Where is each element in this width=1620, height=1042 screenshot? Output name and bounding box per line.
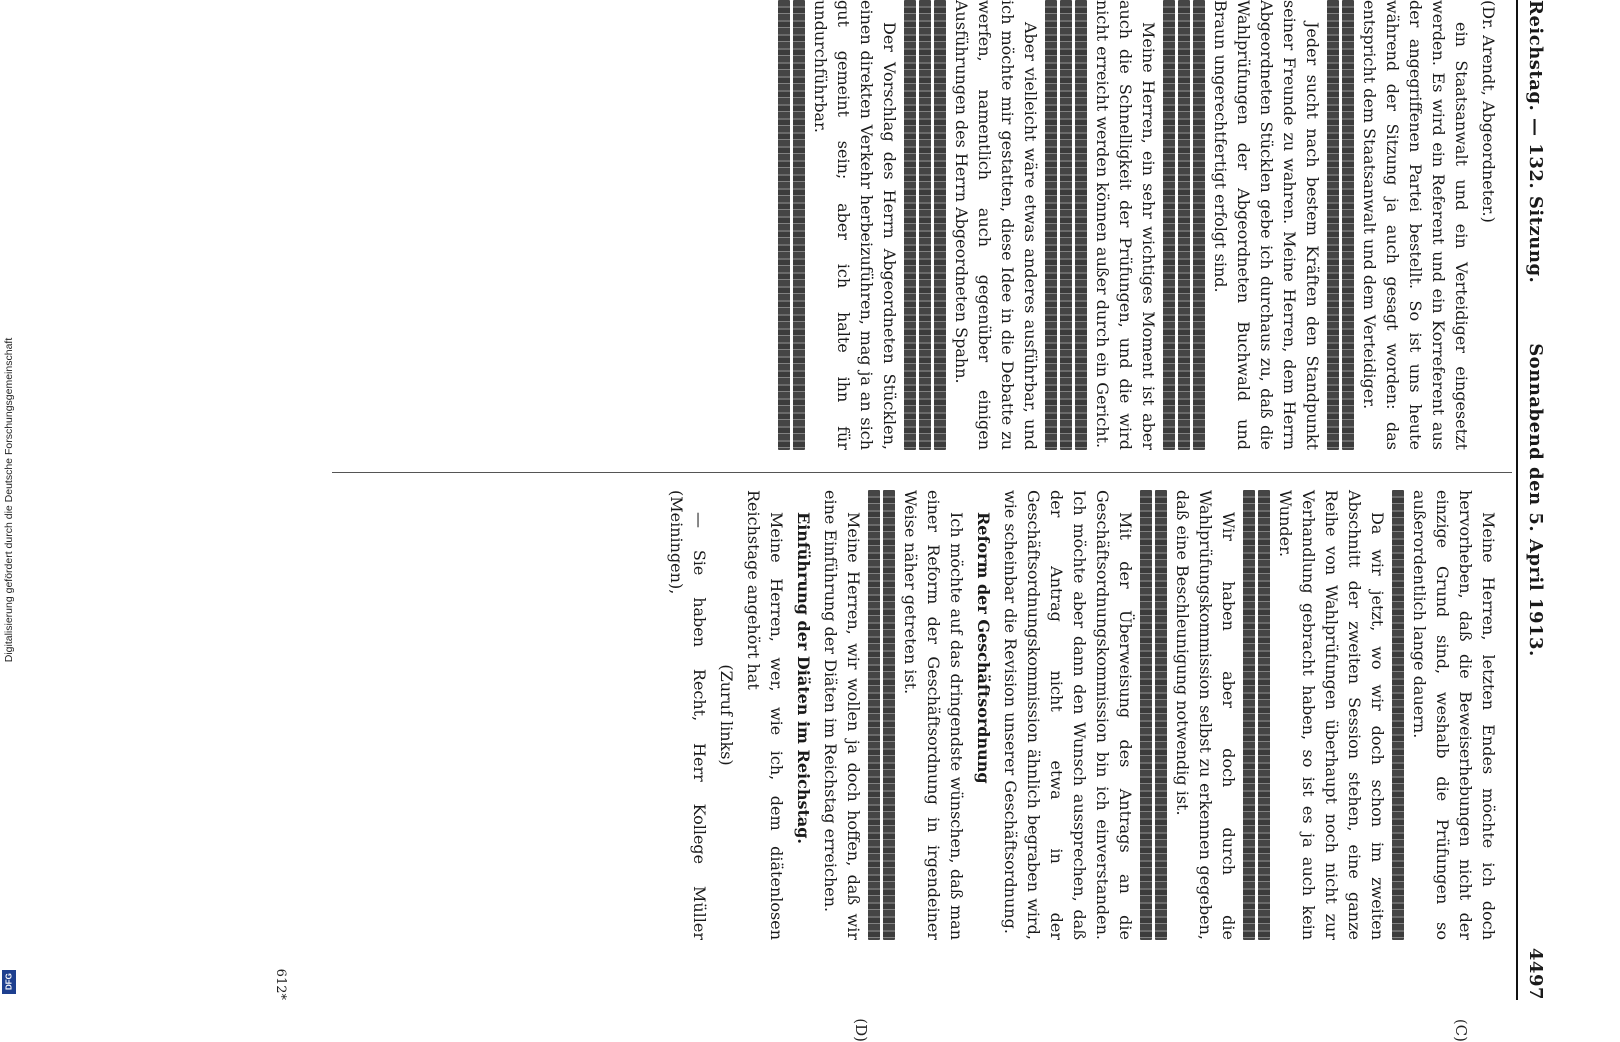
- footnote-sheet-number: 612*: [273, 968, 288, 1000]
- column-divider: [332, 472, 1512, 473]
- text-line-block: [1392, 490, 1404, 940]
- right-paragraph: Meine Herren, letzten Endes möchte ich doch hervorheben, daß die Beweiserhebungen nicht der einzige Grund sind, weshalb die Prüfungen so außerordentlich lange dauern.: [1410, 490, 1498, 940]
- digitization-credit-text: Digitalisierung gefördert durch die Deutsche Forschungsgemeinschaft: [3, 337, 15, 663]
- margin-letter-d: (D): [852, 1018, 870, 1042]
- left-paragraph: ein Staatsanwalt und ein Verteidiger eingesetzt werden. Es wird ein Referent und ein Korreferent aus der angegriffenen Partei bestellt. So ist uns heute während der Sitzung ja auch gesagt worden: das entspricht dem Staatsanwalt und dem Verteidiger.: [1360, 0, 1471, 450]
- text-line-block: [1163, 0, 1175, 450]
- emphasis-reform: Reform der Geschäftsordnung: [974, 512, 993, 784]
- header-page-number: 4497: [1525, 947, 1546, 1000]
- text-line-block: [919, 0, 931, 450]
- text-line-block: [793, 0, 805, 450]
- dfg-logo: DFG: [2, 970, 16, 994]
- header-center: Sonnabend den 5. April 1913.: [1525, 343, 1546, 657]
- right-paragraph: Wir haben aber doch durch die Wahlprüfungskommission selbst zu erkennen gegeben, daß eine Beschleunigung notwendig ist.: [1173, 490, 1238, 940]
- text-line-block: [868, 490, 880, 940]
- text-line-block: [904, 0, 916, 450]
- right-paragraph: Meine Herren, wir wollen ja doch hoffen, daß wir eine Einführung der Diäten im Reichstag erreichen.: [821, 490, 863, 940]
- left-paragraph: Der Vorschlag des Herrn Abgeordneten Stücklen, einen direkten Verkehr herbeizuführen, mag ja an sich gut gemeint sein; aber ich halte ihn für undurchführbar.: [811, 0, 899, 450]
- header-left: Reichstag. — 132. Sitzung.: [1525, 0, 1546, 284]
- text-line-block: [1140, 490, 1152, 940]
- text-line-block: [1060, 0, 1072, 450]
- text-line-block: [1178, 0, 1190, 450]
- text-line-block: [1258, 490, 1270, 940]
- margin-letter-c: (C): [1452, 1018, 1470, 1042]
- interjection: (Zuruf links): [717, 664, 736, 766]
- text-line-block: [883, 490, 895, 940]
- left-paragraph: Meine Herren, ein sehr wichtiges Moment ist aber auch die Schnelligkeit der Prüfungen, und die wird nicht erreicht werden können außer durch ein Gericht.: [1093, 0, 1158, 450]
- left-paragraph: Aber vielleicht wäre etwas anderes ausführbar, und ich möchte mir gestatten, diese Idee in die Debatte zu werfen, namentlich auch gegenüber einigen Ausführungen des Herrn Abgeordneten Spahn.: [952, 0, 1040, 450]
- right-column: [330, 490, 1500, 940]
- right-paragraph: Meine Herren, wer, wie ich, dem diätenlosen Reichstage angehört hat: [744, 490, 786, 940]
- text-line-block: [1342, 0, 1354, 450]
- text-line-block: [1193, 0, 1205, 450]
- text-line-block: [1045, 0, 1057, 450]
- right-paragraph-emphasis: [792, 490, 815, 940]
- emphasis-diaeten: Einführung der Diäten im Reichstag.: [794, 512, 813, 844]
- left-column: [330, 0, 1500, 450]
- left-paragraph: Jeder sucht nach bestem Kräften den Standpunkt seiner Freunde zu wahren. Meine Herren, dem Herrn Abgeordneten Stücklen gebe ich durchaus zu, daß die Wahlprüfungen der Abgeordneten Buchwald und Braun ungerechtfertigt erfolgt sind.: [1211, 0, 1322, 450]
- text-line-block: [934, 0, 946, 450]
- right-paragraph: — Sie haben Recht, Herr Kollege Müller (Meiningen),: [667, 490, 709, 940]
- right-paragraph: Mit der Überweisung des Antrags an die Geschäftsordnungskommission bin ich einverstanden. Ich möchte aber dann den Wunsch aussprechen, daß der Antrag nicht etwa in der Geschäftsordnungskommission ähnlich begraben wird, wie scheinbar die Revision unserer Geschäftsordnung.: [1001, 490, 1135, 940]
- text-line-block: [1155, 490, 1167, 940]
- rotated-document-page: [237, 0, 1620, 1042]
- digitization-credit-strip: [0, 0, 18, 1000]
- text-line-block: [1075, 0, 1087, 450]
- right-paragraph-emphasis: [972, 490, 995, 940]
- right-paragraph: Da wir jetzt, wo wir doch schon im zweiten Abschnitt der zweiten Session stehen, eine ganze Reihe von Wahlprüfungen überhaupt noch nicht zur Verhandlung gebracht haben, so ist es ja auch kein Wunder.: [1276, 490, 1387, 940]
- text-line-block: [1243, 490, 1255, 940]
- speaker-line: (Dr. Arendt, Abgeordneter.): [1479, 0, 1498, 223]
- right-paragraph: Ich möchte auf das dringendste wünschen, daß man einer Reform der Geschäftsordnung in irgendeiner Weise näher getreten ist.: [901, 490, 966, 940]
- page-header: [1516, 0, 1558, 1000]
- text-line-block: [778, 0, 790, 450]
- text-line-block: [1327, 0, 1339, 450]
